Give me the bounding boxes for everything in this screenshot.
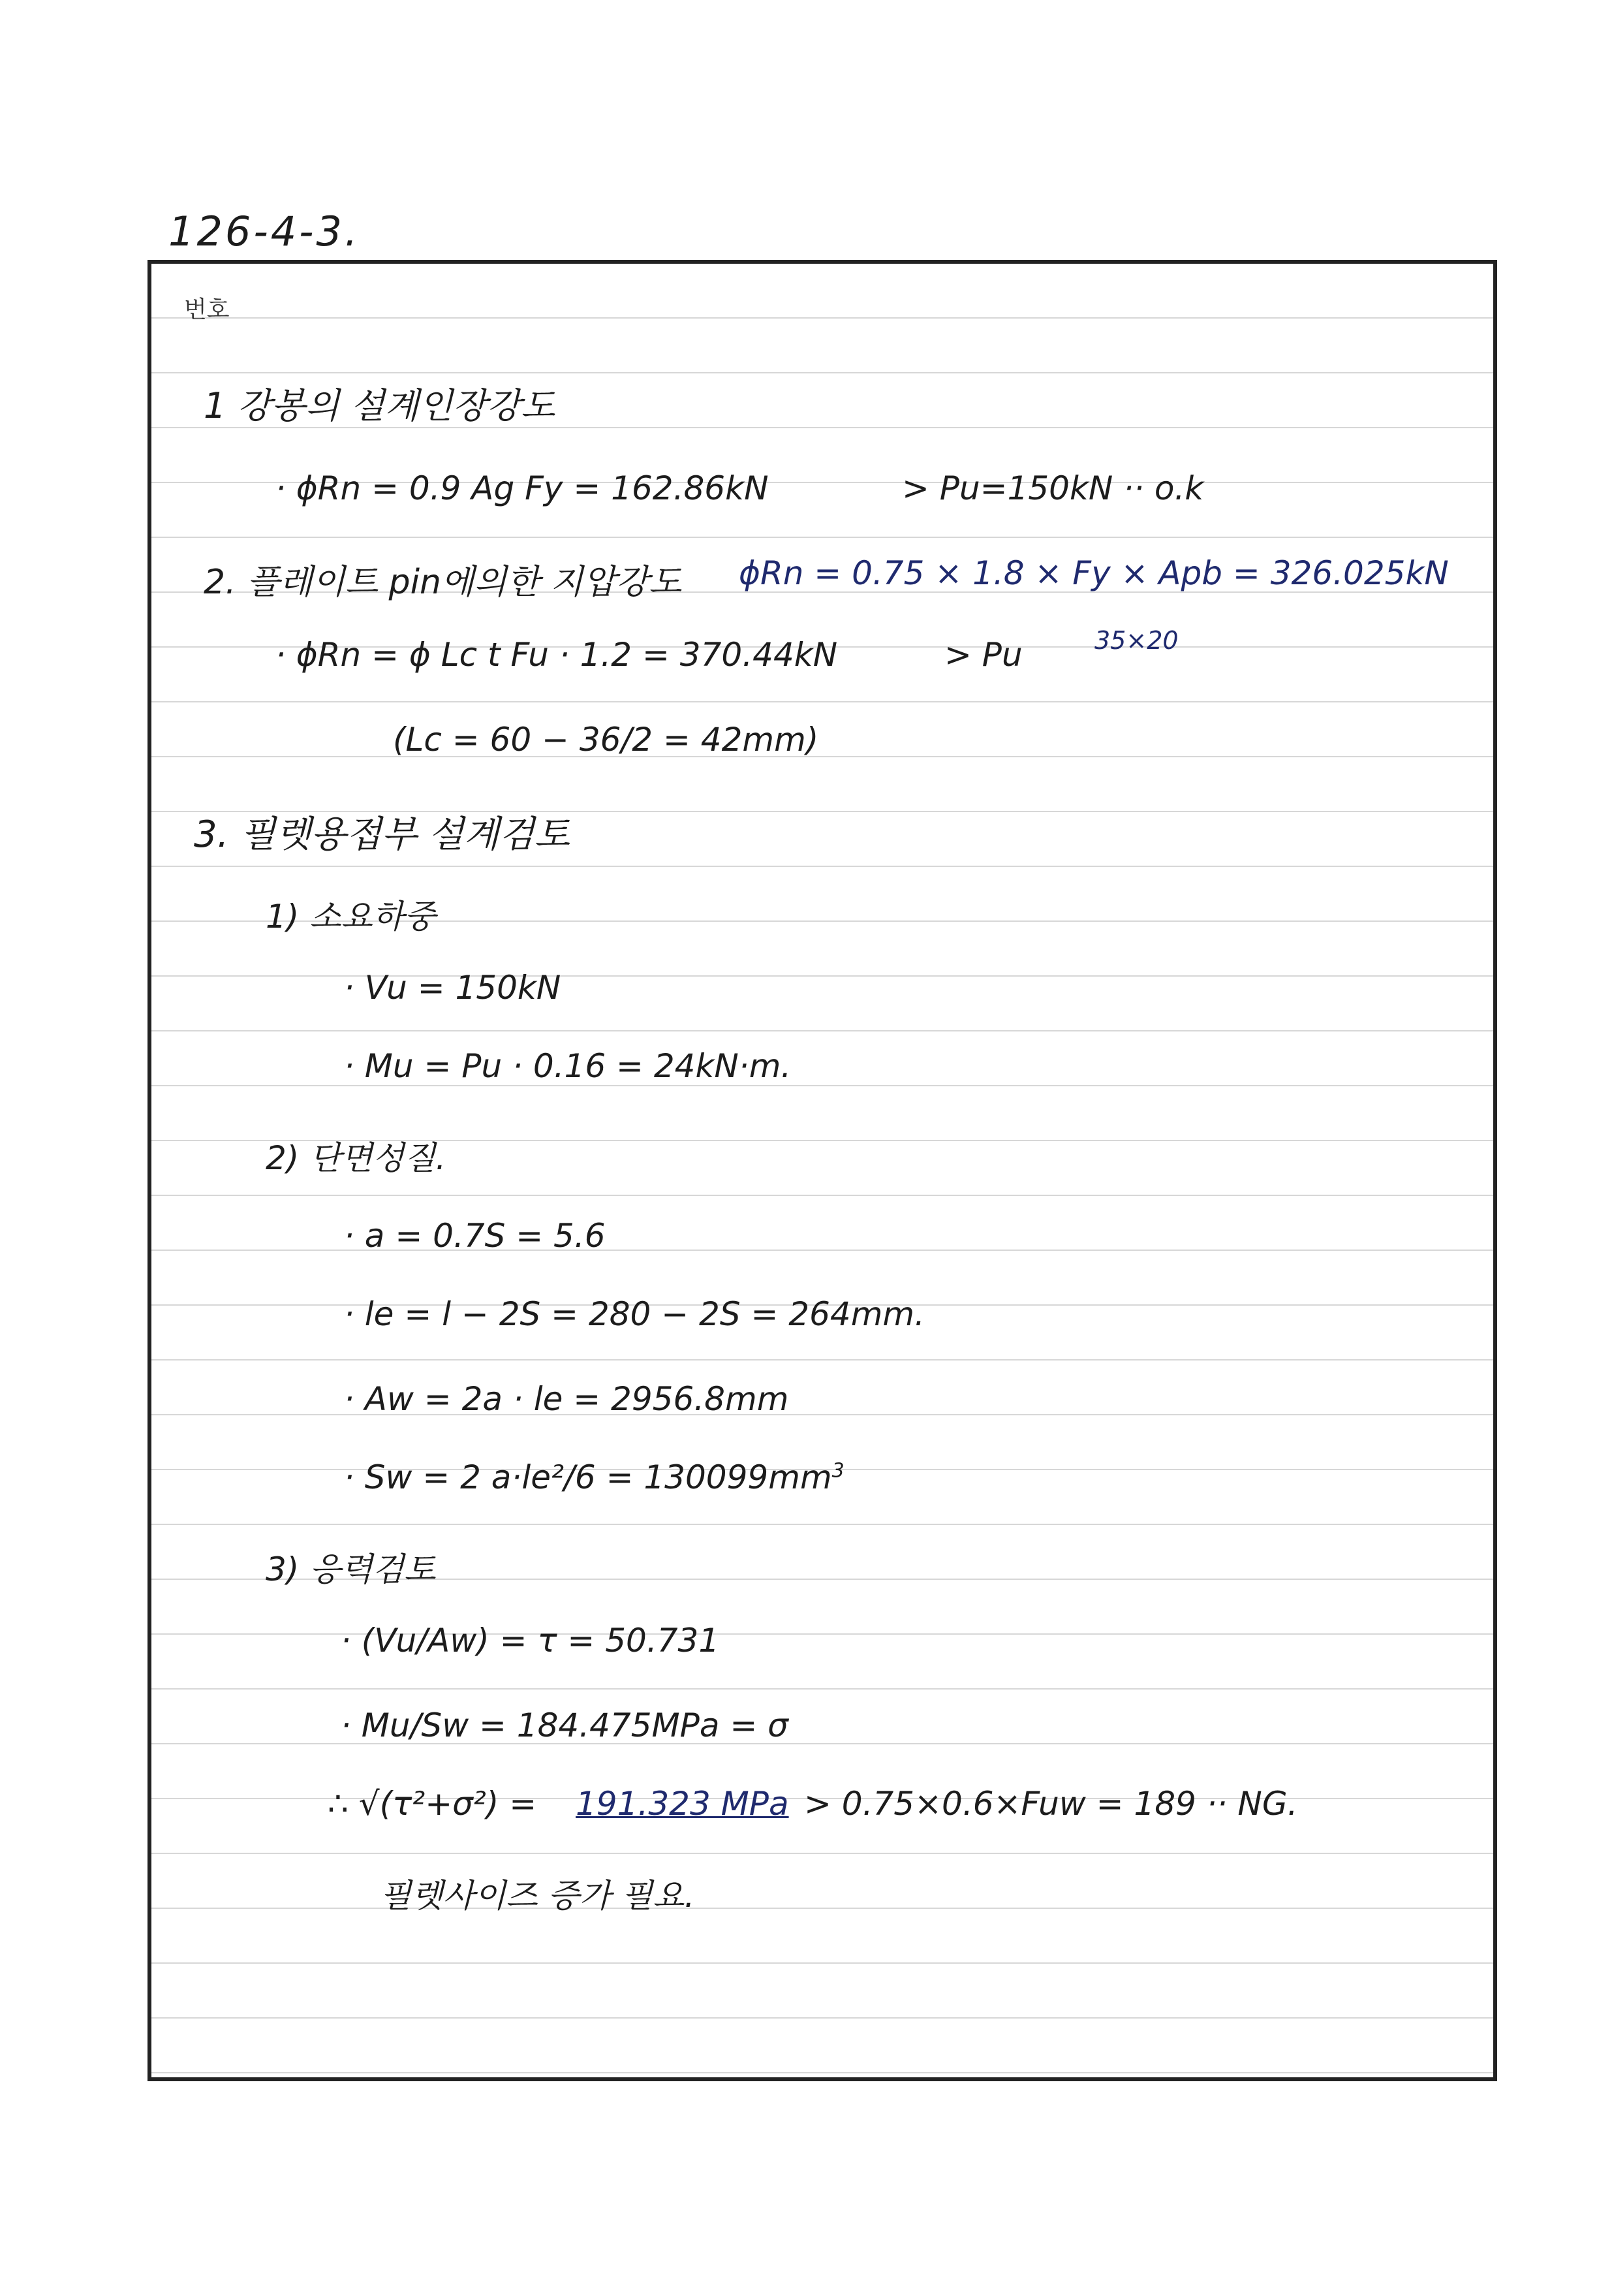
mu-line: · Mu = Pu · 0.16 = 24kN·m. xyxy=(344,1047,792,1085)
combined-stress-result: 191.323 MPa xyxy=(576,1785,789,1823)
effective-length-line: · le = l − 2S = 280 − 2S = 264mm. xyxy=(344,1295,925,1333)
section-3-1-title: 1) 소요하중 xyxy=(266,898,436,936)
shear-stress-line: · (Vu/Aw) = τ = 50.731 xyxy=(341,1622,720,1659)
conclusion-text: 필렛사이즈 증가 필요. xyxy=(380,1877,695,1915)
sheet-number-label: 번호 xyxy=(184,296,230,323)
throat-line: · a = 0.7S = 5.6 xyxy=(344,1217,606,1255)
answer-sheet xyxy=(147,260,1497,2081)
vu-line: · Vu = 150kN xyxy=(344,969,561,1007)
combined-stress-comparison: > 0.75×0.6×Fuw = 189 ·· NG. xyxy=(804,1785,1298,1823)
section-modulus-text: · Sw = 2 a·le²/6 = 130099mm xyxy=(344,1458,832,1496)
section-3-2-title: 2) 단면성질. xyxy=(266,1139,446,1177)
section-2-equation-2-comparison: > Pu xyxy=(944,636,1023,674)
section-3-3-title: 3) 응력검토 xyxy=(266,1550,436,1588)
section-modulus-exponent: 3 xyxy=(831,1459,845,1483)
weld-area-line: · Aw = 2a · le = 2956.8mm xyxy=(344,1380,789,1418)
section-2-lc-note: (Lc = 60 − 36/2 = 42mm) xyxy=(393,721,819,759)
section-modulus-line xyxy=(344,1458,845,1496)
document-id: 126-4-3. xyxy=(168,208,360,255)
combined-stress-label: ∴ √(τ²+σ²) = xyxy=(328,1785,537,1823)
section-1-title: 1 강봉의 설계인장강도 xyxy=(204,385,555,426)
section-1-equation: · ϕRn = 0.9 Ag Fy = 162.86kN xyxy=(275,469,769,507)
section-2-apb-note: 35×20 xyxy=(1094,626,1179,655)
section-3-title: 3. 필렛용접부 설계검토 xyxy=(194,813,570,856)
section-2-bearing-equation: ϕRn = 0.75 × 1.8 × Fy × Apb = 326.025kN xyxy=(739,554,1449,592)
section-2-title: 2. 플레이트 pin에의한 지압강도 xyxy=(204,563,682,602)
bending-stress-line: · Mu/Sw = 184.475MPa = σ xyxy=(341,1706,788,1744)
section-1-comparison: > Pu=150kN ·· o.k xyxy=(902,469,1204,507)
section-2-equation-2: · ϕRn = ϕ Lc t Fu · 1.2 = 370.44kN xyxy=(275,636,838,674)
